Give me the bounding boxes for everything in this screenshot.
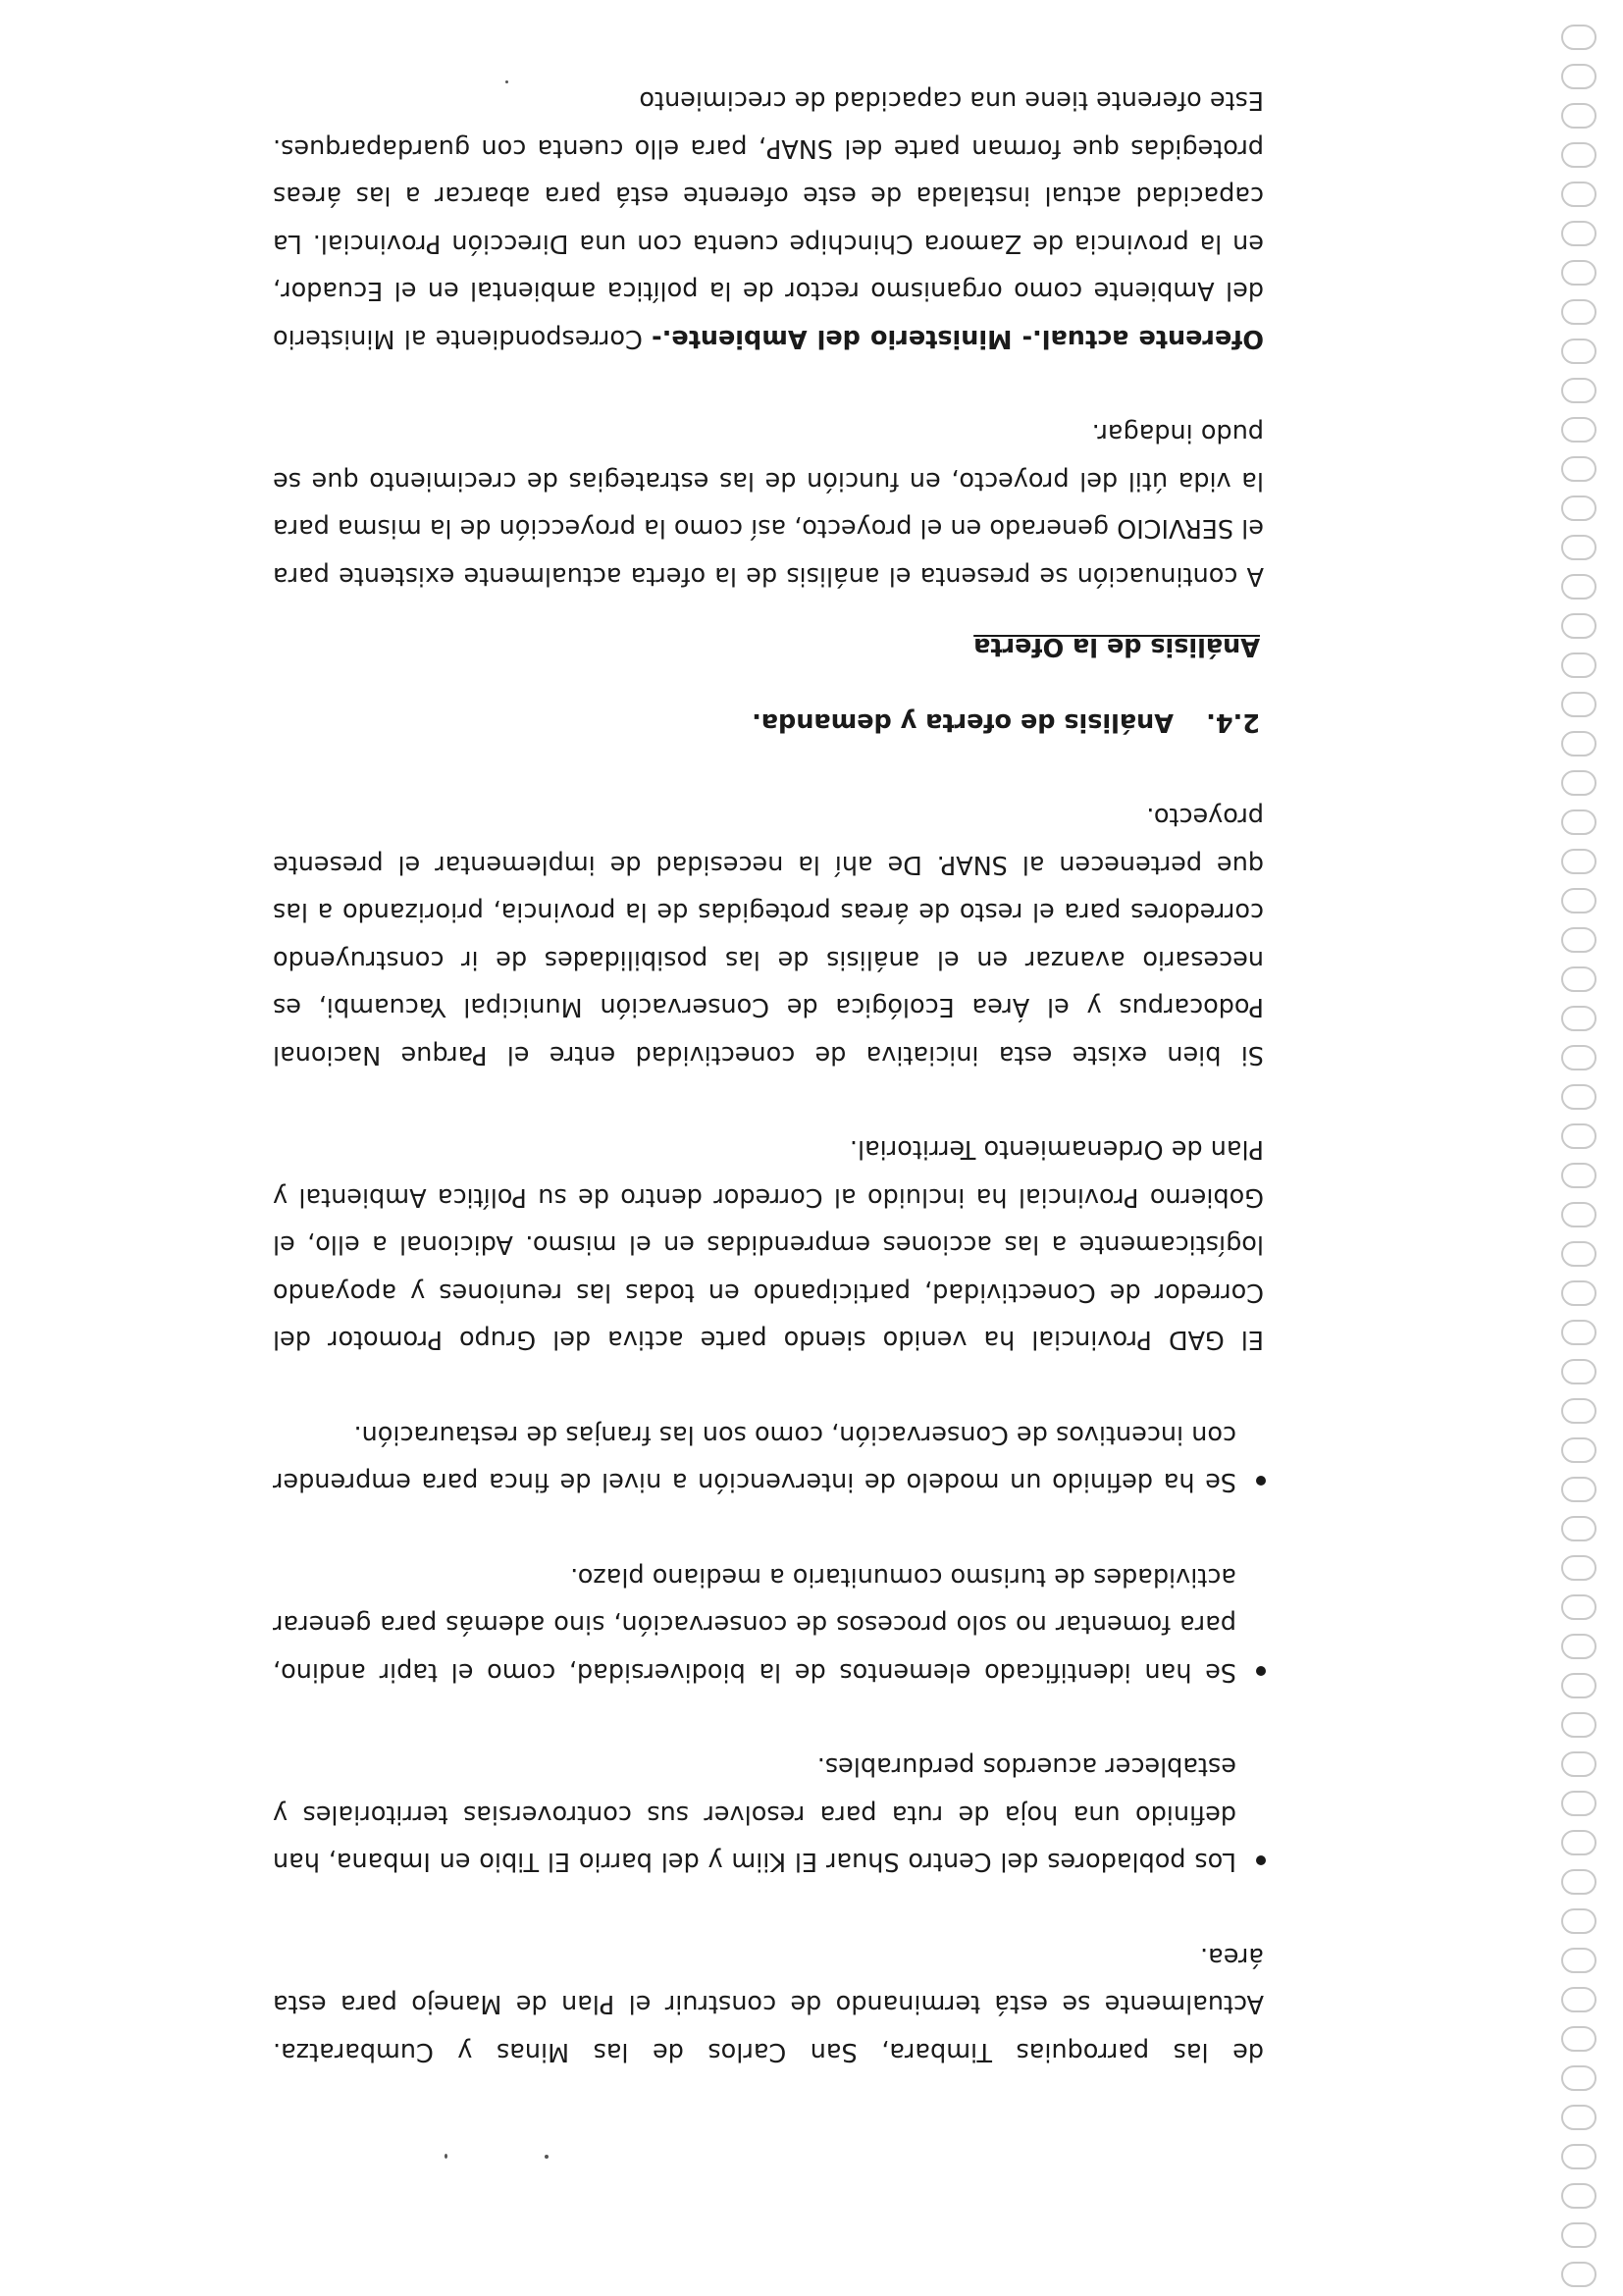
scan-speck (545, 2155, 549, 2159)
bullet-item (273, 1411, 1264, 1506)
binder-holes (1544, 0, 1603, 2296)
paragraph-lead: Oferente actual.- Ministerio del Ambiente.- (652, 324, 1264, 353)
section-number: 2.4. (1206, 707, 1260, 737)
document-body (273, 29, 1264, 2075)
scan-speck (445, 2154, 447, 2159)
bullet-dot (1256, 1477, 1266, 1487)
bullet-text: Los pobladores del Centro Shuar El Kiim y del barrio El Tibio en Imbana, han definido una hoja de ruta para resolver sus controversias territoriales y establecer acuerdos perdurables. (273, 1751, 1236, 1877)
paragraph: A continuación se presenta el análisis de la oferta actualmente existente para el SERVICIO generado en el proyecto, así como la proyección de la misma para la vida útil del proyecto, en función de las estrategias de crecimiento que se pudo indagar. (273, 418, 1264, 591)
bullet-dot (1256, 1666, 1266, 1676)
paragraph: El GAD Provincial ha venido siendo parte activa del Grupo Promotor del Corredor de Conectividad, participando en todas las reuniones y apoyando logísticamente a las acciones emprendidas en el mismo. Adicional a ello, el Gobierno Provincial ha incluido al Corredor dentro de su Política Ambiental y Plan de Ordenamiento Territorial. (273, 1134, 1264, 1355)
section-title: Análisis de oferta y demanda. (752, 707, 1174, 737)
bullet-dot (1256, 1856, 1266, 1866)
paragraph: de las parroquias Timbara, San Carlos de las Minas y Cumbaratza. Actualmente se está terminando de construir el Plan de Manejo para esta área. (273, 1942, 1264, 2066)
paragraph: Si bien existe esta iniciativa de conectividad entre el Parque Nacional Podocarpus y el Área Ecológica de Conservación Municipal Yacuambi, es necesario avanzar en el análisis de las posibilidades de ir construyendo corredores para el resto de áreas protegidas de la provincia, priorizando a las que pertenecen al SNAP. De ahí la necesidad de implementar el presente proyecto. (273, 802, 1264, 1070)
bullet-text: Se han identificado elementos de la biodiversidad, como el tapir andino, para fomentar no solo procesos de conservación, sino además para generar actividades de turismo comunitario a mediano plazo. (273, 1562, 1236, 1687)
paragraph (273, 77, 1264, 362)
bullet-text: Se ha definido un modelo de intervención a nivel de finca para emprender con incentivos de Conservación, como son las franjas de restauración. (273, 1420, 1236, 1497)
subsection-heading: Análisis de la Oferta (973, 632, 1260, 662)
section-heading (273, 699, 1264, 747)
paragraph-text: Correspondiente al Ministerio del Ambiente como organismo rector de la política ambiental en el Ecuador, en la provincia de Zamora Chinchipe cuenta con una Dirección Provincial. La capacidad actual instalada de este oferente está para abarcar a las áreas protegidas que forman parte del SNAP, para ello cuenta con guardaparques. Este oferente tiene una capacidad de crecimiento (273, 85, 1264, 353)
bullet-item (273, 1743, 1264, 1886)
bullet-item (273, 1553, 1264, 1696)
